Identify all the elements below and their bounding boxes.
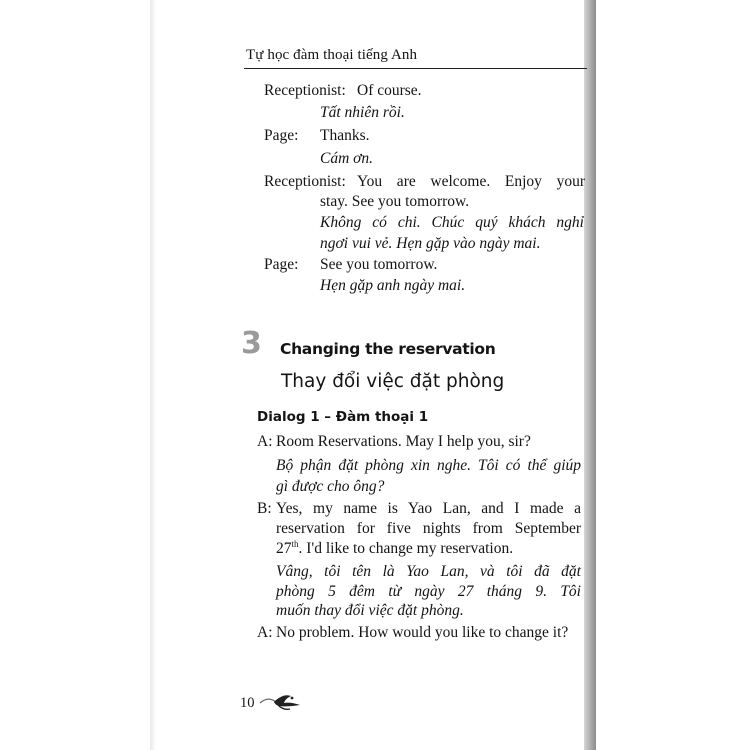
page-gutter-shadow — [150, 0, 156, 750]
dialog-line-vi: gì được cho ông? — [276, 478, 385, 495]
page-edge — [596, 0, 750, 750]
date-rest: . I'd like to change my reservation. — [298, 540, 514, 557]
dialog-line-en: You are welcome. Enjoy your — [357, 173, 585, 190]
speaker-label: Receptionist: — [264, 82, 346, 99]
speaker-label: B: — [257, 500, 272, 517]
speaker-label: A: — [257, 624, 273, 641]
speaker-label: Page: — [264, 127, 299, 144]
section-number: 3 — [241, 326, 262, 361]
dialog-line-vi: ngơi vui vẻ. Hẹn gặp vào ngày mai. — [320, 235, 541, 252]
dialog-line-en: Room Reservations. May I help you, sir? — [276, 433, 531, 450]
dialog-line-en: See you tomorrow. — [320, 256, 438, 273]
speaker-label: A: — [257, 433, 273, 450]
dialog-line-vi: Cám ơn. — [320, 150, 374, 167]
dialog-line-vi: Hẹn gặp anh ngày mai. — [320, 277, 466, 294]
dialog-line-en: Thanks. — [320, 127, 370, 144]
running-head: Tự học đàm thoại tiếng Anh — [246, 47, 418, 63]
dialog-line-vi: Bộ phận đặt phòng xin nghe. Tôi có thể giúp — [276, 457, 581, 474]
dialog-line-en: Of course. — [357, 82, 422, 99]
speaker-label: Receptionist: — [264, 173, 346, 190]
section-title: Changing the reservation — [280, 340, 496, 358]
dialog-heading: Dialog 1 – Đàm thoại 1 — [257, 409, 429, 425]
date-suffix: th — [291, 539, 299, 549]
dialog-line-en: reservation for five nights from September — [276, 520, 581, 537]
dialog-line-vi: Không có chi. Chúc quý khách nghỉ — [320, 214, 584, 231]
dialog-line-vi: Vâng, tôi tên là Yao Lan, và tôi đã đặt — [276, 563, 581, 580]
page-number: 10 — [240, 695, 255, 711]
dialog-line-vi: phòng 5 đêm từ ngày 27 tháng 9. Tôi — [276, 583, 581, 600]
swallow-ornament-icon — [258, 690, 304, 717]
dialog-line-en: stay. See you tomorrow. — [320, 193, 470, 210]
dialog-line-vi: muốn thay đổi việc đặt phòng. — [276, 602, 464, 619]
dialog-line-en-date — [276, 540, 513, 558]
page-edge-shadow — [584, 0, 596, 750]
dialog-line-en: No problem. How would you like to change it? — [276, 624, 569, 641]
dialog-line-en: Yes, my name is Yao Lan, and I made a — [276, 500, 581, 517]
date-day: 27 — [276, 540, 292, 557]
dialog-line-vi: Tất nhiên rồi. — [320, 104, 405, 121]
section-title-vi: Thay đổi việc đặt phòng — [281, 371, 505, 392]
speaker-label: Page: — [264, 256, 299, 273]
header-rule — [244, 68, 587, 69]
